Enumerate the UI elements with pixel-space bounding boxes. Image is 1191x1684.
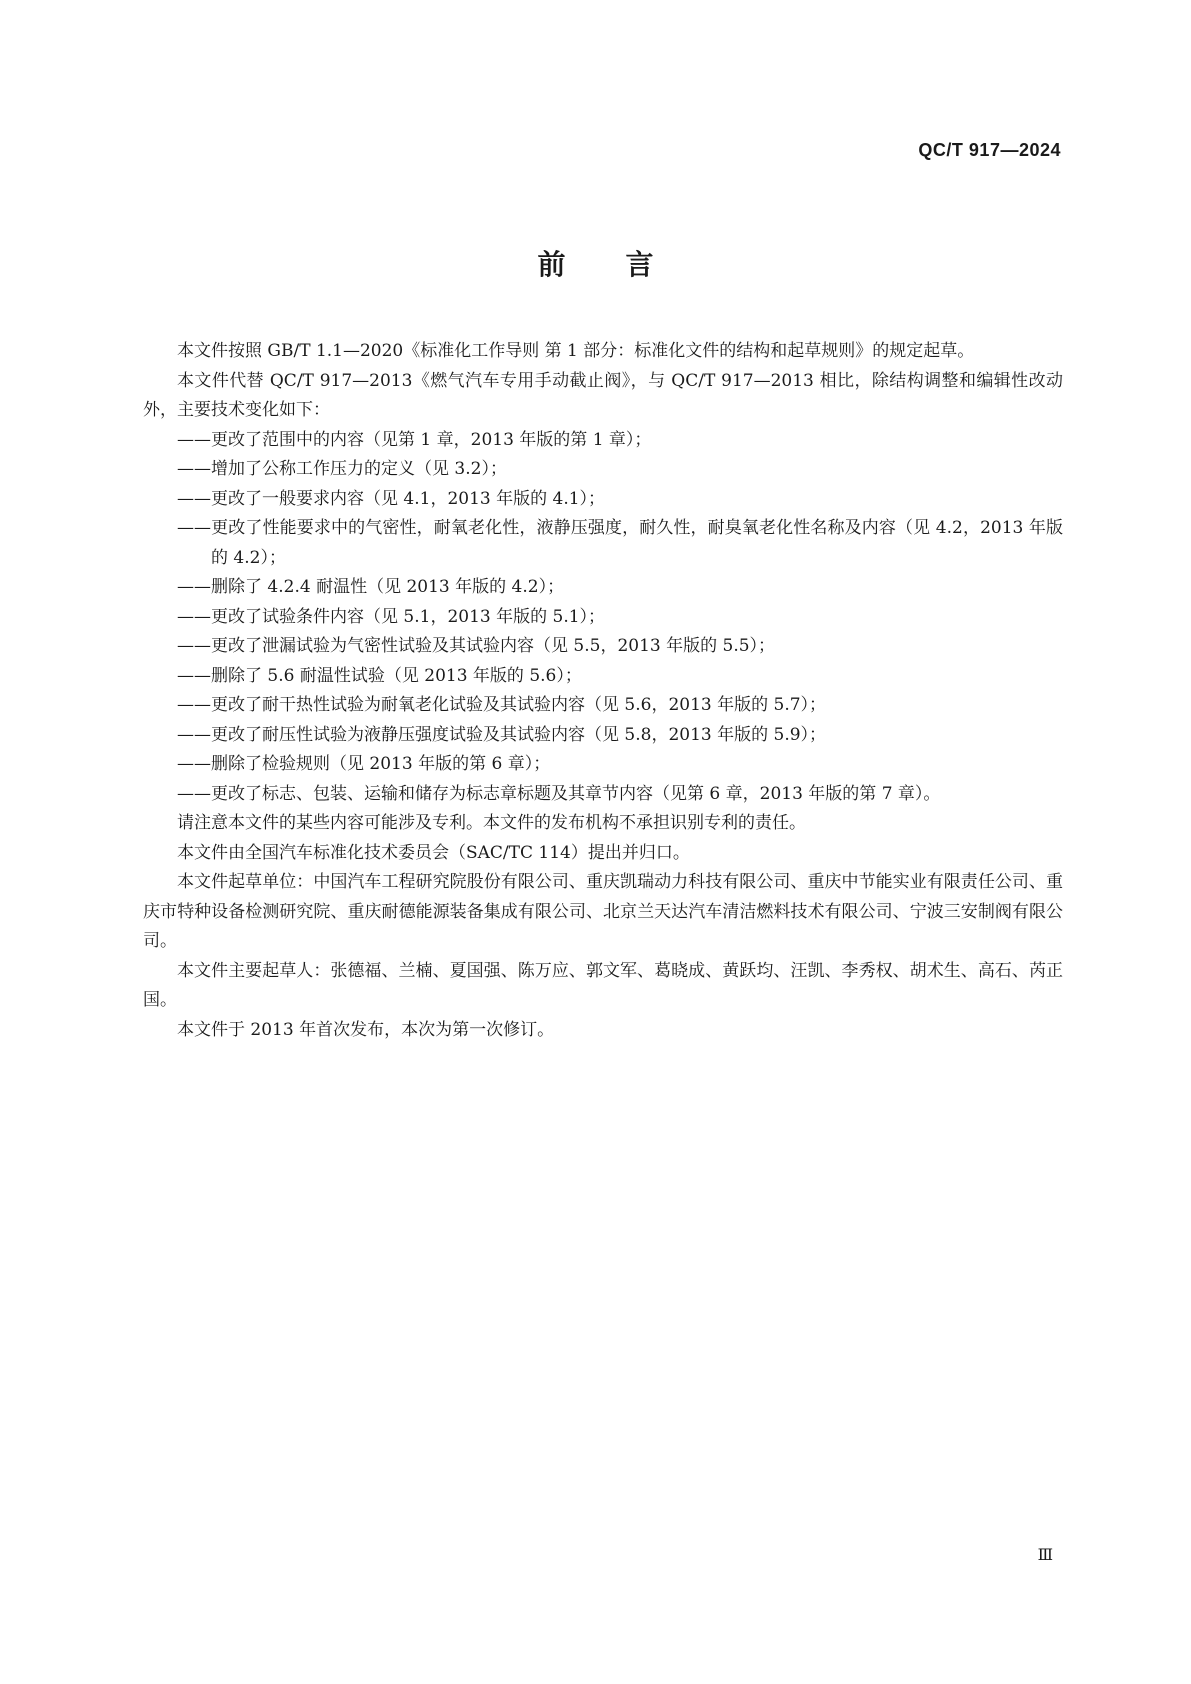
change-item: ——删除了 4.2.4 耐温性（见 2013 年版的 4.2）；: [177, 577, 565, 597]
paragraph-committee: 本文件由全国汽车标准化技术委员会（SAC/TC 114）提出并归口。: [177, 842, 690, 863]
paragraph-history: 本文件于 2013 年首次发布，本次为第一次修订。: [177, 1019, 555, 1040]
change-item: ——更改了试验条件内容（见 5.1，2013 年版的 5.1）；: [177, 606, 606, 627]
change-item: ——更改了性能要求中的气密性，耐氧老化性，液静压强度，耐久性，耐臭氧老化性名称及内容（见 4.2，2013 年版的 4.2）；: [177, 518, 1063, 568]
change-item: ——更改了范围中的内容（见第 1 章，2013 年版的第 1 章）；: [177, 429, 652, 450]
paragraph-patent-notice: 请注意本文件的某些内容可能涉及专利。本文件的发布机构不承担识别专利的责任。: [177, 813, 806, 833]
change-item: ——更改了标志、包装、运输和储存为标志章标题及其章节内容（见第 6 章，2013 年版的第 7 章）。: [177, 783, 941, 804]
paragraph-drafting-rules: 本文件按照 GB/T 1.1—2020《标准化工作导则 第 1 部分：标准化文件的结构和起草规则》的规定起草。: [177, 341, 975, 361]
change-item: ——更改了泄漏试验为气密性试验及其试验内容（见 5.5，2013 年版的 5.5）；: [177, 636, 776, 656]
paragraph-drafters: 本文件主要起草人：张德福、兰楠、夏国强、陈万应、郭文军、葛晓成、黄跃均、汪凯、李秀权、胡术生、高石、芮正国。: [143, 960, 1063, 1010]
change-item: ——删除了 5.6 耐温性试验（见 2013 年版的 5.6）；: [177, 665, 582, 686]
change-item: ——增加了公称工作压力的定义（见 3.2）；: [177, 459, 507, 479]
paragraph-drafting-units: 本文件起草单位：中国汽车工程研究院股份有限公司、重庆凯瑞动力科技有限公司、重庆中节能实业有限责任公司、重庆市特种设备检测研究院、重庆耐德能源装备集成有限公司、北京兰天达汽车清洁燃料技术有限公司、宁波三安制阀有限公司。: [143, 872, 1063, 951]
change-item: ——更改了一般要求内容（见 4.1，2013 年版的 4.1）；: [177, 488, 606, 509]
change-item: ——删除了检验规则（见 2013 年版的第 6 章）；: [177, 754, 551, 774]
standard-code: QC/T 917—2024: [918, 140, 1061, 160]
foreword-body: [143, 337, 1063, 1045]
change-item: ——更改了耐压性试验为液静压强度试验及其试验内容（见 5.8，2013 年版的 5.9）；: [177, 724, 827, 745]
change-item: ——更改了耐干热性试验为耐氧老化试验及其试验内容（见 5.6，2013 年版的 5.7）；: [177, 695, 827, 715]
page-number: Ⅲ: [1037, 1545, 1053, 1564]
page-title: 前言: [537, 248, 714, 281]
paragraph-replacement: 本文件代替 QC/T 917—2013《燃气汽车专用手动截止阀》，与 QC/T 917—2013 相比，除结构调整和编辑性改动外，主要技术变化如下：: [143, 370, 1063, 420]
